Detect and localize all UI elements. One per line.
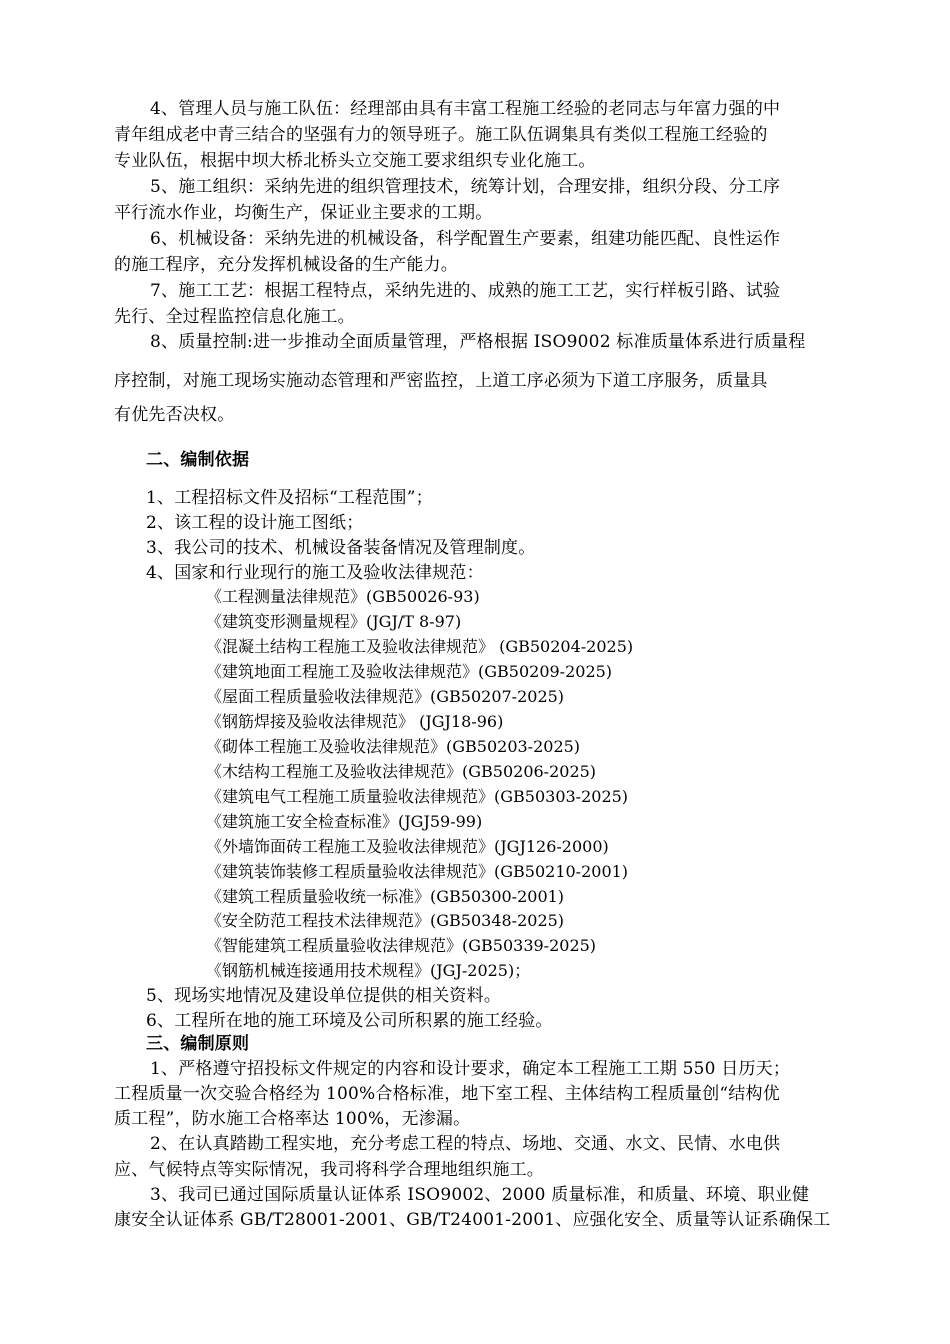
text-line: 青年组成老中青三结合的坚强有力的领导班子。施工队伍调集具有类似工程施工经验的 — [114, 125, 768, 145]
text-line: 2、在认真踏勘工程实地，充分考虑工程的特点、场地、交通、水文、民情、水电供 — [150, 1134, 781, 1154]
standard-item: 《钢筋焊接及验收法律规范》 (JGJ18-96) — [206, 712, 504, 731]
text-line: 先行、全过程监控信息化施工。 — [114, 307, 355, 327]
text-line: 的施工程序，充分发挥机械设备的生产能力。 — [114, 255, 458, 275]
text-line: 有优先否决权。 — [114, 405, 235, 425]
text-line: 1、严格遵守招投标文件规定的内容和设计要求，确定本工程施工工期 550 日历天； — [150, 1059, 791, 1079]
standard-item: 《建筑变形测量规程》(JGJ/T 8-97) — [206, 612, 462, 631]
list-item: 2、该工程的设计施工图纸； — [146, 513, 364, 533]
text-line: 6、机械设备：采纳先进的机械设备，科学配置生产要素，组建功能匹配、良性运作 — [150, 229, 781, 249]
standard-item: 《工程测量法律规范》(GB50026-93) — [206, 587, 480, 606]
text-line: 8、质量控制:进一步推动全面质量管理，严格根据 ISO9002 标准质量体系进行质量程 — [150, 332, 806, 352]
standard-item: 《钢筋机械连接通用技术规程》(JGJ-2025)； — [206, 961, 531, 980]
list-item: 5、现场实地情况及建设单位提供的相关资料。 — [146, 986, 502, 1006]
list-item: 1、工程招标文件及招标“工程范围”； — [146, 488, 433, 508]
standard-item: 《智能建筑工程质量验收法律规范》(GB50339-2025) — [206, 936, 597, 955]
standard-item: 《建筑施工安全检查标准》(JGJ59-99) — [206, 812, 483, 831]
standard-item: 《建筑地面工程施工及验收法律规范》(GB50209-2025) — [206, 662, 613, 681]
standard-item: 《混凝土结构工程施工及验收法律规范》 (GB50204-2025) — [206, 637, 634, 656]
standard-item: 《安全防范工程技术法律规范》(GB50348-2025) — [206, 911, 565, 930]
text-line: 7、施工工艺：根据工程特点，采纳先进的、成熟的施工工艺，实行样板引路、试验 — [150, 281, 781, 301]
list-item: 4、国家和行业现行的施工及验收法律规范： — [146, 563, 484, 583]
text-line: 应、气候特点等实际情况，我司将科学合理地组织施工。 — [114, 1160, 544, 1180]
text-line: 序控制，对施工现场实施动态管理和严密监控，上道工序必须为下道工序服务，质量具 — [114, 371, 768, 391]
standard-item: 《砌体工程施工及验收法律规范》(GB50203-2025) — [206, 737, 581, 756]
standard-item: 《建筑装饰装修工程质量验收法律规范》(GB50210-2001) — [206, 862, 629, 881]
text-line: 4、管理人员与施工队伍：经理部由具有丰富工程施工经验的老同志与年富力强的中 — [150, 99, 781, 119]
text-line: 工程质量一次交验合格经为 100%合格标准，地下室工程、主体结构工程质量创“结构优 — [114, 1084, 780, 1104]
text-line: 专业队伍，根据中坝大桥北桥头立交施工要求组织专业化施工。 — [114, 151, 596, 171]
text-line: 质工程”，防水施工合格率达 100%，无渗漏。 — [114, 1109, 471, 1129]
standard-item: 《外墙饰面砖工程施工及验收法律规范》(JGJ126-2000) — [206, 837, 609, 856]
standard-item: 《建筑电气工程施工质量验收法律规范》(GB50303-2025) — [206, 787, 629, 806]
list-item: 6、工程所在地的施工环境及公司所积累的施工经验。 — [146, 1011, 553, 1031]
section-heading-principles: 三、编制原则 — [146, 1034, 250, 1054]
standard-item: 《木结构工程施工及验收法律规范》(GB50206-2025) — [206, 762, 597, 781]
section-heading-basis: 二、编制依据 — [146, 450, 250, 470]
text-line: 平行流水作业，均衡生产，保证业主要求的工期。 — [114, 203, 493, 223]
text-line: 康安全认证体系 GB/T28001-2001、GB/T24001-2001、应强化安全、质量等认证系确保工 — [114, 1210, 831, 1230]
text-line: 3、我司已通过国际质量认证体系 ISO9002、2000 质量标准，和质量、环境、职业健 — [150, 1185, 810, 1205]
standard-item: 《建筑工程质量验收统一标准》(GB50300-2001) — [206, 887, 565, 906]
standard-item: 《屋面工程质量验收法律规范》(GB50207-2025) — [206, 687, 565, 706]
text-line: 5、施工组织：采纳先进的组织管理技术，统筹计划，合理安排，组织分段、分工序 — [150, 177, 781, 197]
list-item: 3、我公司的技术、机械设备装备情况及管理制度。 — [146, 538, 536, 558]
